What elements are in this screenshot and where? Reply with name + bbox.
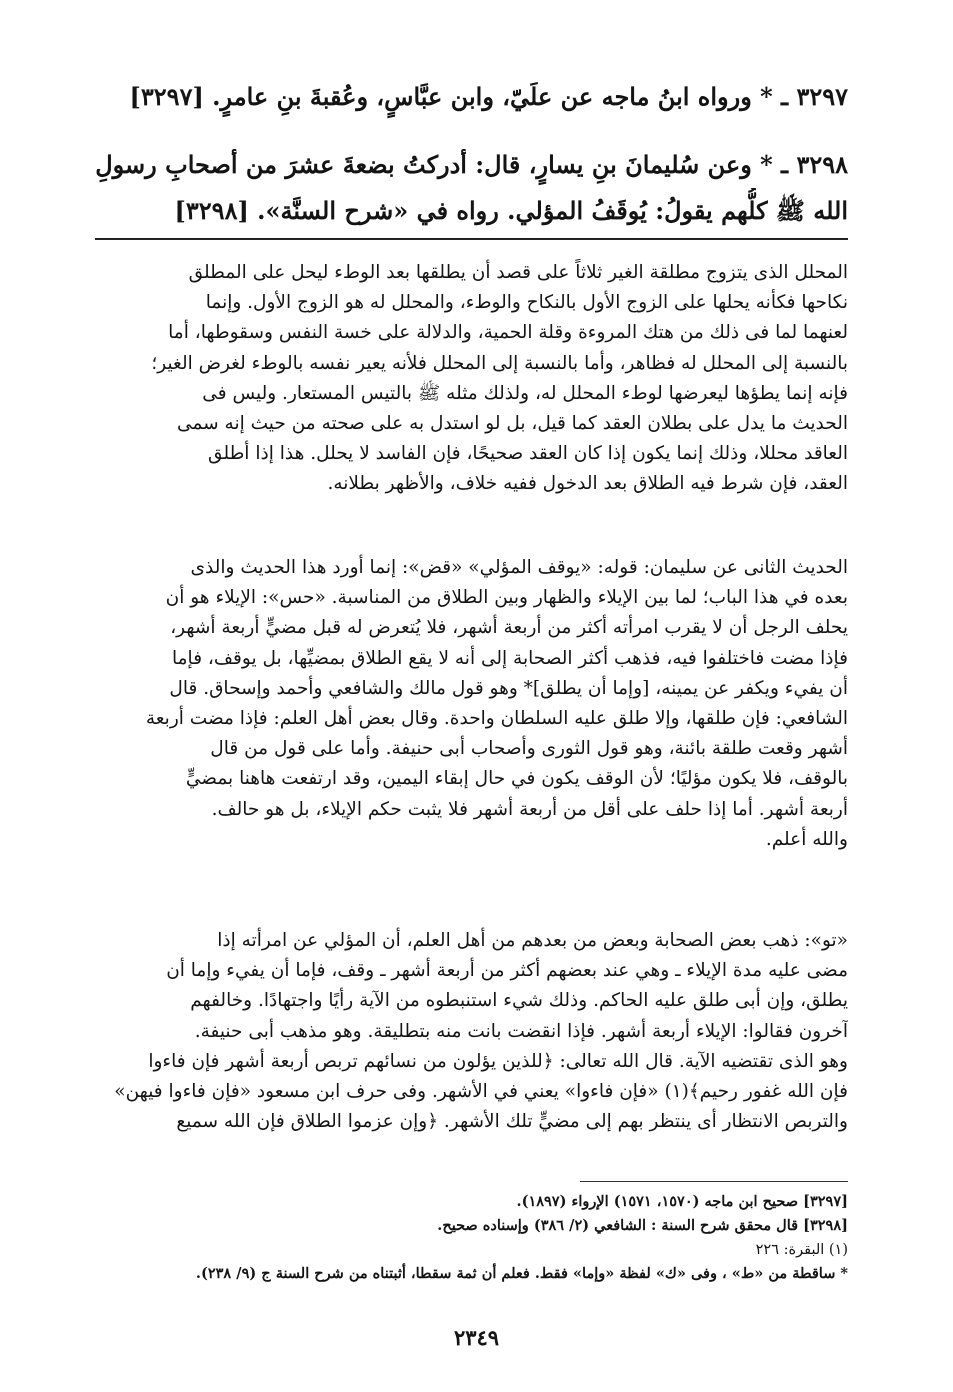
commentary-line: آخرون فقالوا: الإيلاء أربعة أشهر. فإذا انقضت بانت منه بتطليقة. وهو مذهب أبى حنيفة. bbox=[194, 1020, 848, 1042]
commentary-paragraph-2 bbox=[95, 553, 848, 855]
commentary-line: الحديث الثانى عن سليمان: قوله: «يوقف المؤلي» «قض»: إنما أورد هذا الحديث والذى bbox=[190, 557, 848, 578]
commentary-line: فإنه إنما يطؤها ليعرضها لوطء المحلل له، ولذلك مثله ﷺ بالتيس المستعار. وليس فى bbox=[202, 382, 848, 404]
commentary-line: فإذا مضت فاختلفوا فيه، فذهب أكثر الصحابة إلى أنه لا يقع الطلاق بمضيِّها، بل يوقف، فإما bbox=[172, 647, 848, 669]
commentary-line: فإن الله غفور رحيم﴾(١) «فإن فاءوا» يعني في الأشهر. وفى حرف ابن مسعود «فإن فاءوا فيهن» bbox=[114, 1081, 848, 1103]
commentary-line: أربعة أشهر. أما إذا حلف على أقل من أربعة أشهر فلا يثبت حكم الإيلاء، بل هو حالف. bbox=[211, 798, 848, 820]
commentary-line: العاقد محللا، وذلك إنما يكون إذا كان العقد صحيحًا، فإن الفاسد لا يحلل. هذا إذا أطلق bbox=[208, 443, 848, 465]
section-divider bbox=[95, 238, 848, 240]
commentary-line: «تو»: ذهب بعض الصحابة وبعض من بعدهم من أهل العلم، أن المؤلي عن امرأته إذا bbox=[217, 930, 848, 951]
commentary-line: مضى عليه مدة الإيلاء ـ وهي عند بعضهم أكثر من أربعة أشهر ـ وقف، فإما أن يفيء وإما أن bbox=[166, 960, 848, 982]
commentary-line: بالوقف، فلا يكون مؤليًا؛ لأن الوقف يكون في حال إبقاء اليمين، وقد ارتفعت هاهنا بمضيٍّ bbox=[185, 768, 848, 790]
hadith-line: ٣٢٩٨ ـ * وعن سُليمانَ بنِ يسارٍ، قال: أدركتُ بضعةَ عشرَ من أصحابِ رسولِ bbox=[95, 150, 848, 179]
hadith-3298 bbox=[95, 142, 848, 234]
footnote: [٣٢٩٧] صحيح ابن ماجه (١٥٧٠، ١٥٧١) الإرواء (١٨٩٧). bbox=[516, 1193, 848, 1210]
hadith-line: ٣٢٩٧ ـ * ورواه ابنُ ماجه عن علَيّ، وابن عبَّاسٍ، وعُقبةَ بنِ عامرٍ. [٣٢٩٧] bbox=[129, 82, 848, 111]
commentary-line: المحلل الذى يتزوج مطلقة الغير ثلاثاً على قصد أن يطلقها بعد الوطء ليحل على المطلق bbox=[188, 262, 848, 283]
commentary-line: يطلق، وإن أبى طلق عليه الحاكم. وذلك شيء استنبطوه من الآية رأيًا واجتهادًا. وخالفهم bbox=[190, 990, 848, 1012]
page-number: ٢٣٤٩ bbox=[453, 1325, 500, 1350]
hadith-line: الله ﷺ كلُّهم يقولُ: يُوقَفُ المؤلي. رواه في «شرح السنَّة». [٣٢٩٨] bbox=[174, 196, 848, 225]
footnote: [٣٢٩٨] قال محقق شرح السنة : الشافعي (٢/ ٣٨٦) وإسناده صحيح. bbox=[437, 1217, 848, 1234]
footnote: (١) البقرة: ٢٢٦ bbox=[755, 1242, 848, 1258]
commentary-line: أن يفيء ويكفر عن يمينه، [وإما أن يطلق]* وهو قول مالك والشافعي وأحمد وإسحاق. قال bbox=[169, 677, 848, 699]
commentary-line: لعنهما لما فى ذلك من هتك المروءة وقلة الحمية، والدلالة على خسة النفس وسقوطها، أما bbox=[168, 322, 848, 344]
commentary-line: أشهر وقعت طلقة بائنة، وهو قول الثورى وأصحاب أبى حنيفة. وأما على قول من قال bbox=[210, 738, 848, 760]
hadith-3297 bbox=[95, 74, 848, 120]
footnote: * ساقطة من «ط» ، وفى «ك» لفظة «وإما» فقط. فعلم أن ثمة سقطا، أثبتناه من شرح السنة ج (٩/ ٢٣٨). bbox=[195, 1265, 848, 1282]
footnote-divider bbox=[580, 1181, 848, 1182]
commentary-line: الشافعي: فإن طلقها، وإلا طلق عليه السلطان واحدة. وقال بعض أهل العلم: فإذا مضت أربعة bbox=[145, 708, 848, 730]
commentary-line: والله أعلم. bbox=[765, 828, 848, 850]
commentary-line: يحلف الرجل أن لا يقرب امرأته أكثر من أربعة أشهر، فلا يُتعرض له قبل مضيٍّ أربعة أشهر، bbox=[170, 617, 848, 639]
commentary-line: والتربص الانتظار أى ينتظر بهم إلى مضيٍّ تلك الأشهر. ﴿وإن عزموا الطلاق فإن الله سميع bbox=[176, 1111, 848, 1133]
commentary-line: الحديث ما يدل على بطلان العقد كما قيل، بل لو استدل به على صحته من حيث إنه سمى bbox=[177, 413, 848, 435]
commentary-paragraph-3 bbox=[95, 926, 848, 1137]
commentary-line: نكاحها فكأنه يحلها على الزوج الأول بالنكاح والوطء، والمحلل له هو الزوج الأول. وإنما bbox=[205, 292, 848, 314]
commentary-line: بعده في هذا الباب؛ لما بين الإيلاء والظهار وبين الطلاق من المناسبة. «حس»: الإيلاء هو أن bbox=[165, 587, 848, 609]
commentary-line: العقد، فإن شرط فيه الطلاق بعد الدخول ففيه خلاف، والأظهر بطلانه. bbox=[327, 473, 848, 495]
commentary-line: بالنسبة إلى المحلل له فظاهر، وأما بالنسبة إلى المحلل فلأنه يعير نفسه بالوطء لغرض الغير؛ bbox=[151, 352, 848, 374]
commentary-line: وهو الذى تقتضيه الآية. قال الله تعالى: ﴿للذين يؤلون من نسائهم تربص أربعة أشهر فإن فاءوا bbox=[148, 1050, 848, 1072]
footnotes bbox=[95, 1190, 848, 1286]
commentary-paragraph-1 bbox=[95, 258, 848, 500]
